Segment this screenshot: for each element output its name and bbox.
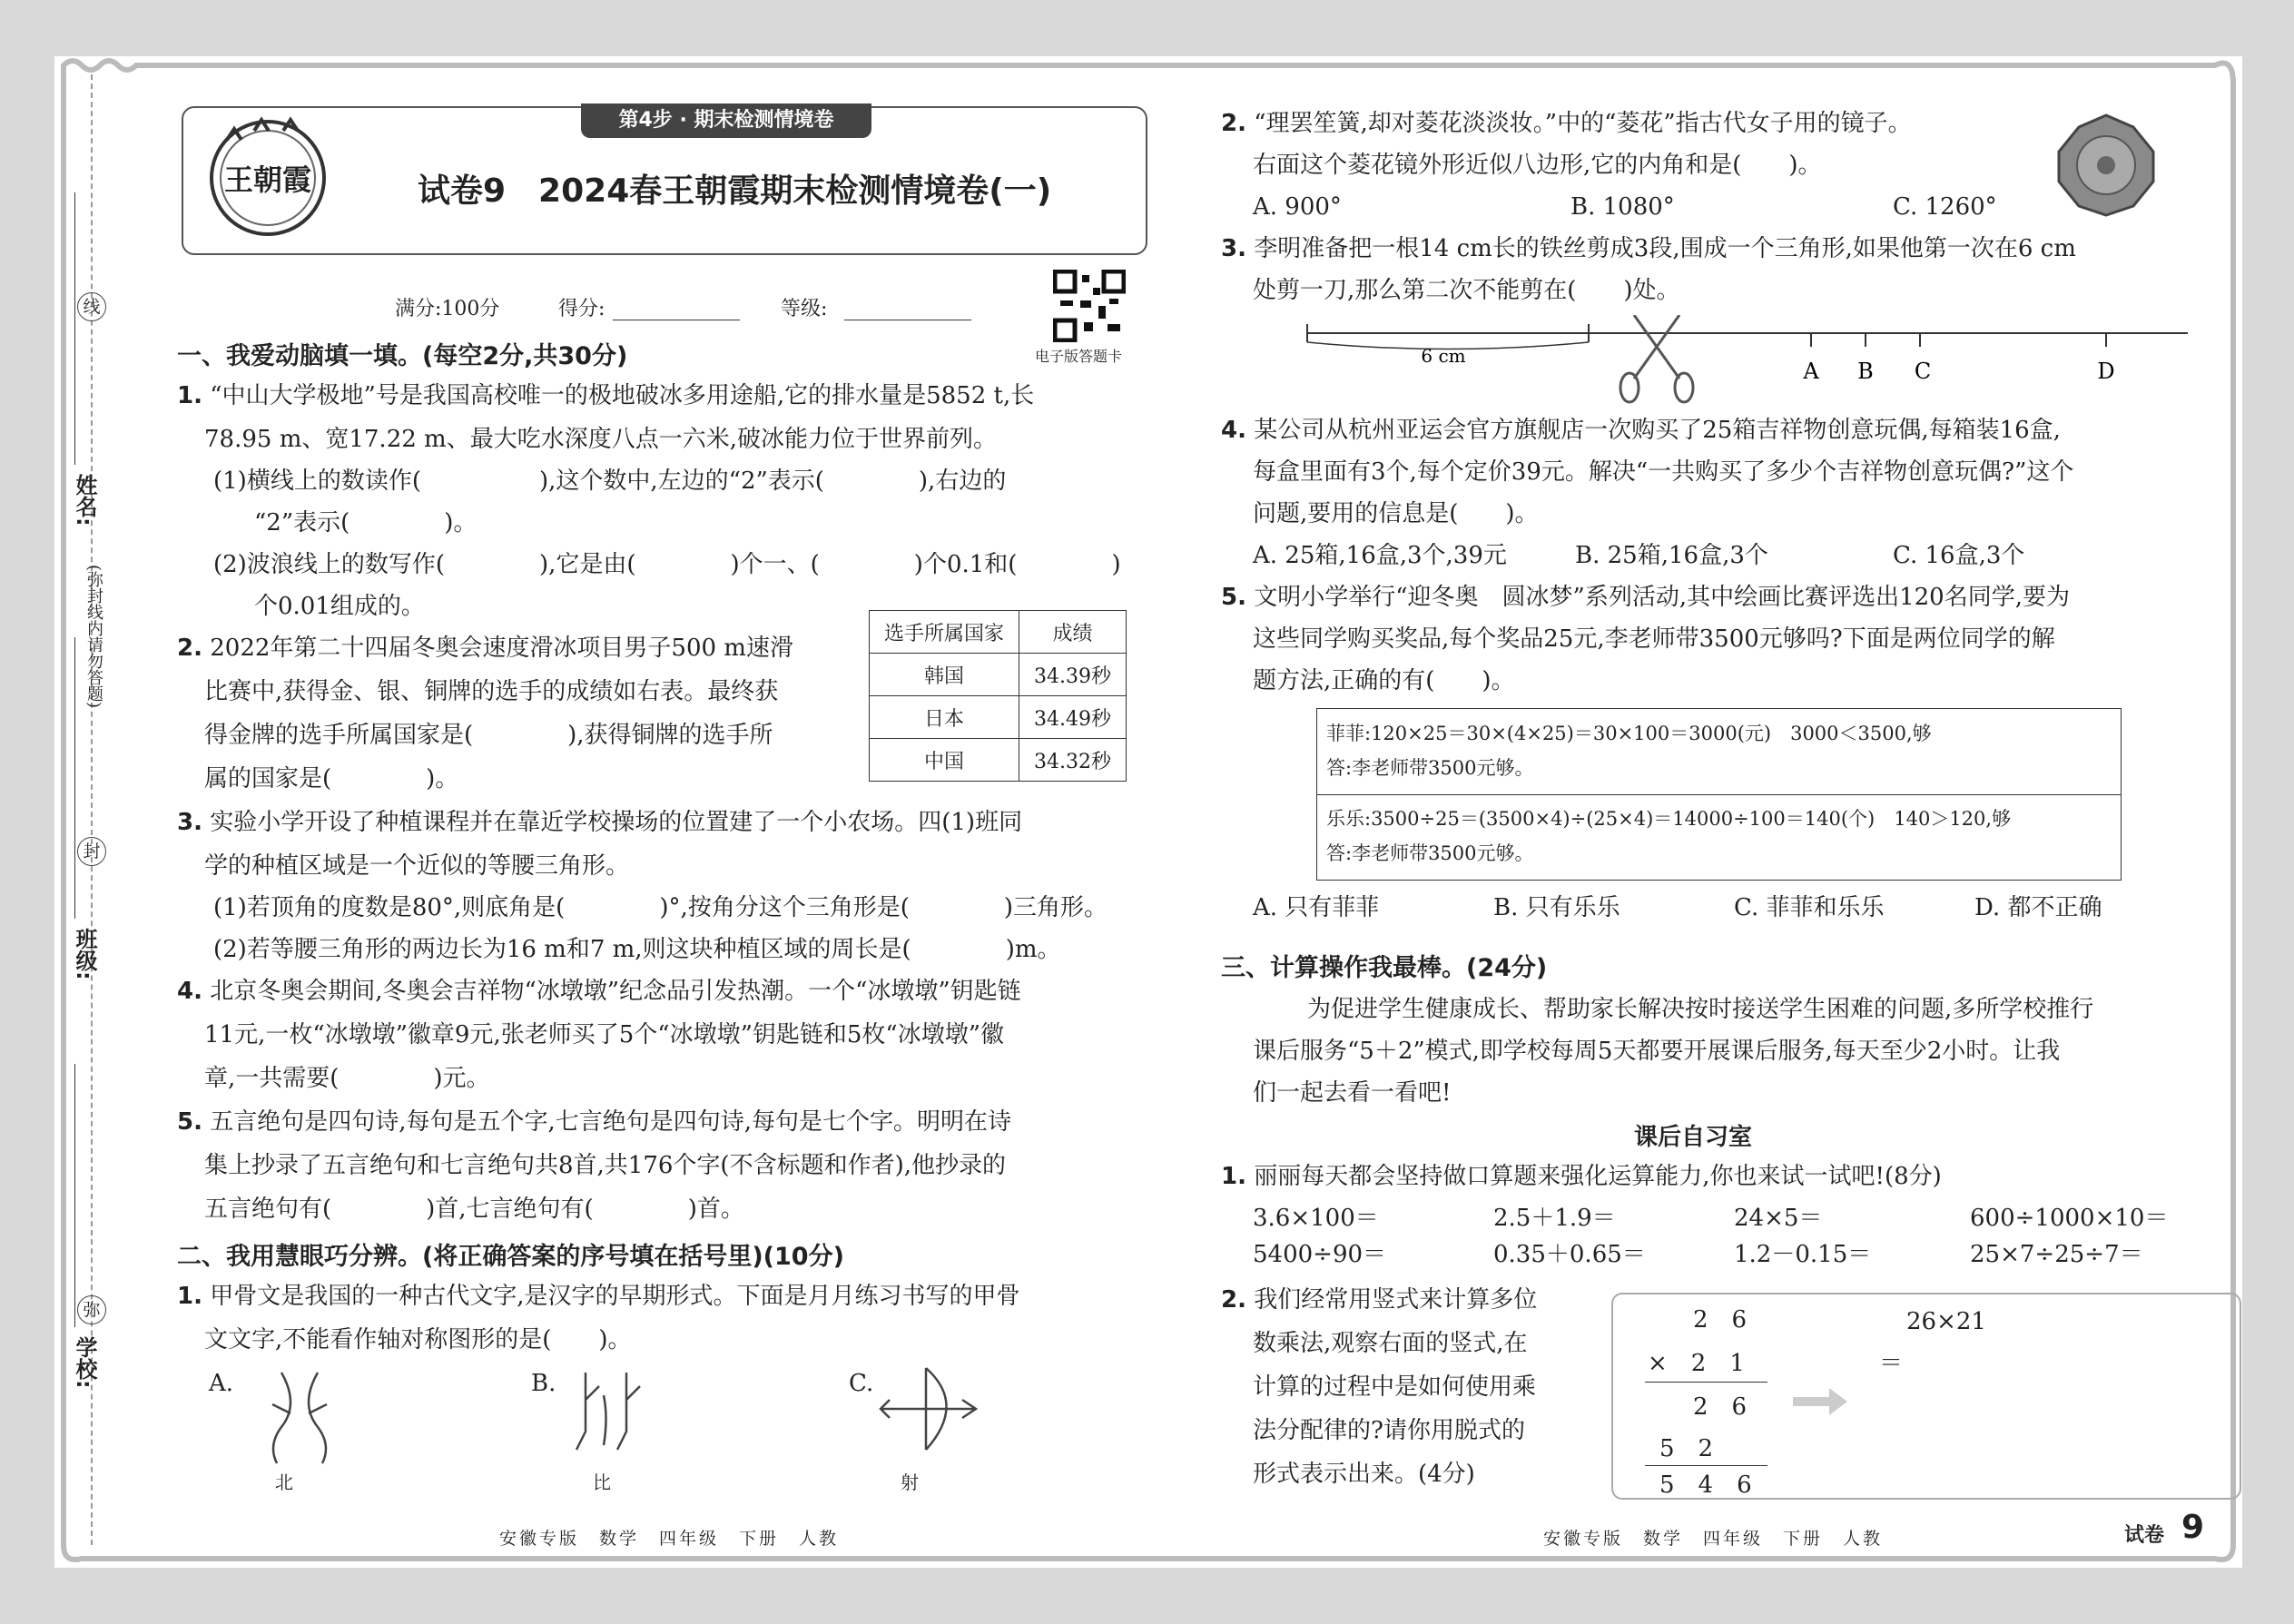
table-header: 选手所属国家 (870, 611, 1019, 654)
s2-q5-option-a: A. 只有菲菲 (1253, 894, 1380, 921)
s1-q2-line4: 属的国家是( )。 (204, 765, 459, 792)
table-row: 日本 34.49秒 (870, 696, 1127, 739)
s1-q3-line2: 学的种植区域是一个近似的等腰三角形。 (204, 852, 630, 880)
s1-q2-line2: 比赛中,获得金、银、铜牌的选手的成绩如右表。最终获 (204, 678, 779, 705)
calc-item: 25×7÷25÷7＝ (1970, 1241, 2143, 1268)
grade-label: 等级: (781, 298, 828, 320)
s1-q5-line3: 五言绝句有( )首,七言绝句有( )首。 (204, 1196, 744, 1223)
s2-q2: 2. “理罢笙簧,却对菱花淡淡妆。”中的“菱花”指古代女子用的镜子。 (1221, 110, 1912, 137)
lele-answer: 答:李老师带3500元够。 (1326, 842, 1534, 864)
calc-item: 600÷1000×10＝ (1970, 1205, 2169, 1232)
page-label: 试卷 (2124, 1524, 2165, 1547)
s2-q4-line3: 问题,要用的信息是( )。 (1253, 500, 1539, 527)
option-c-char: 射 (901, 1471, 919, 1493)
s1-q1-sub1: (1)横线上的数读作( ),这个数中,左边的“2”表示( ),右边的 (213, 468, 1007, 495)
s1-q4-line3: 章,一共需要( )元。 (204, 1065, 490, 1092)
s2-q4-option-c: C. 16盒,3个 (1893, 542, 2025, 569)
s1-q1-line2: 78.95 m、宽17.22 m、最大吃水深度八点一六米,破冰能力位于世界前列。 (204, 426, 997, 453)
feifei-answer: 答:李老师带3500元够。 (1326, 757, 1534, 779)
lele-solution: 乐乐:3500÷25＝(3500×4)÷(25×4)＝14000÷100＝140(个) 140＞120,够 (1326, 808, 2012, 830)
s1-q1-sub1b: “2”表示( )。 (254, 509, 478, 536)
s2-q5-line2: 这些同学购买奖品,每个奖品25元,李老师带3500元够吗?下面是两位同学的解 (1253, 625, 2055, 653)
vcalc-line3: 2 6 (1693, 1393, 1748, 1421)
table-header-row (870, 611, 1127, 654)
name-label: 姓名: (72, 474, 97, 527)
step-tab: 第4步 · 期末检测情境卷 (581, 103, 871, 138)
s2-q5-line3: 题方法,正确的有( )。 (1253, 667, 1515, 694)
option-c-letter: C. (849, 1370, 874, 1397)
s3-intro-3: 们一起去看一看吧! (1253, 1079, 1452, 1107)
s2-q2-line2: 右面这个菱花镜外形近似八边形,它的内角和是( )。 (1253, 152, 1822, 179)
s2-q4: 4. 某公司从杭州亚运会官方旗舰店一次购买了25箱吉祥物创意玩偶,每箱装16盒, (1221, 417, 2061, 444)
vcalc-line1: 2 6 (1693, 1306, 1748, 1334)
s2-q1-line2: 文文字,不能看作轴对称图形的是( )。 (204, 1326, 632, 1353)
calc-item: 3.6×100＝ (1253, 1205, 1379, 1232)
ruler-label: 6 cm (1421, 345, 1466, 367)
option-a-letter: A. (209, 1370, 234, 1397)
s2-q2-option-a: A. 900° (1253, 193, 1342, 221)
footer-right: 安徽专版 数学 四年级 下册 人教 (1543, 1529, 1884, 1549)
s1-q2-line3: 得金牌的选手所属国家是( ),获得铜牌的选手所 (204, 722, 773, 749)
s3-q2-line5: 形式表示出来。(4分) (1253, 1461, 1475, 1488)
s3-intro-2: 课后服务“5＋2”模式,即学校每周5天都要开展课后服务,每天至少2小时。让我 (1253, 1038, 2061, 1065)
vcalc-line2: × 2 1 (1648, 1350, 1745, 1377)
bronze-mirror-image (2052, 111, 2161, 220)
school-blank[interactable] (74, 1064, 75, 1327)
class-label: 班级: (72, 928, 97, 980)
s1-q3-sub1: (1)若顶角的度数是80°,则底角是( )°,按角分这个三角形是( )三角形。 (213, 894, 1108, 921)
section2-title: 二、我用慧眼巧分辨。(将正确答案的序号填在括号里)(10分) (177, 1243, 844, 1271)
seal-mi-mark: 弥 (77, 1295, 106, 1324)
s1-q5: 5. 五言绝句是四句诗,每句是五个字,七言绝句是四句诗,每句是七个字。明明在诗 (177, 1108, 1012, 1136)
scissors-icon (1620, 315, 1693, 402)
seal-line-mark: 线 (77, 292, 106, 321)
point-c: C (1914, 359, 1932, 384)
exam-sheet (54, 56, 2242, 1568)
s1-q4: 4. 北京冬奥会期间,冬奥会吉祥物“冰墩墩”纪念品引发热潮。一个“冰墩墩”钥匙链 (177, 978, 1021, 1005)
full-score: 满分:100分 (395, 298, 500, 320)
footer-left: 安徽专版 数学 四年级 下册 人教 (499, 1529, 840, 1549)
s3-q2-line2: 数乘法,观察右面的竖式,在 (1253, 1330, 1528, 1357)
wire-ruler-diagram (1298, 315, 2206, 415)
expr-26x21: 26×21 (1906, 1308, 1986, 1335)
s2-q2-option-b: B. 1080° (1570, 193, 1675, 221)
option-b-letter: B. (531, 1370, 556, 1397)
s2-q4-option-a: A. 25箱,16盒,3个,39元 (1253, 542, 1507, 569)
qr-caption: 电子版答题卡 (1035, 348, 1123, 365)
expr-equals: ＝ (1879, 1350, 1904, 1377)
calc-item: 5400÷90＝ (1253, 1241, 1387, 1268)
s1-q3-sub2: (2)若等腰三角形的两边长为16 m和7 m,则这块种植区域的周长是( )m。 (213, 936, 1061, 963)
s3-q2-line3: 计算的过程中是如何使用乘 (1253, 1373, 1537, 1401)
q-number: 1. (177, 382, 202, 409)
s2-q3: 3. 李明准备把一根14 cm长的铁丝剪成3段,围成一个三角形,如果他第一次在6 cm (1221, 235, 2076, 262)
s1-q1-sub2: (2)波浪线上的数写作( ),它是由( )个一、( )个0.1和( ) (213, 551, 1121, 578)
seal-feng-mark: 封 (77, 837, 106, 866)
vcalc-line4: 5 2 (1659, 1435, 1714, 1462)
point-d: D (2097, 359, 2115, 384)
s3-q1: 1. 丽丽每天都会坚持做口算题来强化运算能力,你也来试一试吧!(8分) (1221, 1163, 1942, 1190)
s3-q2-line4: 法分配律的?请你用脱式的 (1253, 1417, 1525, 1444)
s2-q5-option-b: B. 只有乐乐 (1493, 894, 1620, 921)
vcalc-rule (1645, 1382, 1767, 1383)
qr-code-icon[interactable] (1053, 270, 1126, 342)
point-a: A (1803, 359, 1819, 384)
calc-item: 0.35＋0.65＝ (1493, 1241, 1646, 1268)
brand-logo (200, 113, 336, 240)
class-blank[interactable] (74, 637, 75, 919)
s1-q3: 3. 实验小学开设了种植课程并在靠近学校操场的位置建了一个小农场。四(1)班同 (177, 809, 1023, 836)
page-number: 9 (2181, 1509, 2205, 1546)
s2-q2-option-c: C. 1260° (1893, 193, 1997, 221)
vcalc-line5: 5 4 6 (1659, 1471, 1752, 1499)
s2-q5-option-d: D. 都不正确 (1974, 894, 2102, 921)
s1-q1: 1. “中山大学极地”号是我国高校唯一的极地破冰多用途船,它的排水量是5852 t,长 (177, 382, 1035, 409)
s2-q5-option-c: C. 菲菲和乐乐 (1734, 894, 1885, 921)
s2-q5: 5. 文明小学举行“迎冬奥 圆冰梦”系列活动,其中绘画比赛评选出120名同学,要为 (1221, 584, 2070, 611)
section1-title: 一、我爱动脑填一填。(每空2分,共30分) (177, 342, 628, 370)
section3-title: 三、计算操作我最棒。(24分) (1221, 954, 1548, 982)
s3-subtitle: 课后自习室 (1634, 1124, 1753, 1151)
score-label: 得分: (558, 298, 605, 320)
s1-q1-sub2b: 个0.01组成的。 (254, 593, 425, 620)
s1-q4-line2: 11元,一枚“冰墩墩”徽章9元,张老师买了5个“冰墩墩”钥匙链和5枚“冰墩墩”徽 (204, 1021, 1004, 1048)
calc-item: 1.2－0.15＝ (1734, 1241, 1872, 1268)
logo-brand-text: 王朝霞 (223, 162, 312, 197)
s1-q5-line2: 集上抄录了五言绝句和七言绝句共8首,共176个字(不含标题和作者),他抄录的 (204, 1152, 1006, 1179)
s1-q2: 2. 2022年第二十四届冬奥会速度滑冰项目男子500 m速滑 (177, 635, 793, 662)
calc-item: 2.5＋1.9＝ (1493, 1205, 1616, 1232)
s2-q4-option-b: B. 25箱,16盒,3个 (1575, 542, 1768, 569)
s2-q1: 1. 甲骨文是我国的一种古代文字,是汉字的早期形式。下面是月月练习书写的甲骨 (177, 1283, 1020, 1310)
table-header: 成绩 (1019, 611, 1127, 654)
results-table (869, 610, 1127, 782)
exam-title: 试卷9 2024春王朝霞期末检测情境卷(一) (418, 172, 1052, 210)
s2-q3-line2: 处剪一刀,那么第二次不能剪在( )处。 (1253, 277, 1680, 304)
s3-q2: 2. 我们经常用竖式来计算多位 (1221, 1286, 1538, 1314)
oracle-she-glyph (876, 1363, 985, 1463)
feifei-solution: 菲菲:120×25＝30×(4×25)＝30×100＝3000(元) 3000＜3500,够 (1326, 723, 1932, 744)
oracle-bei-glyph (250, 1368, 350, 1468)
s2-q4-line2: 每盒里面有3个,每个定价39元。解决“一共购买了多少个吉祥物创意玩偶?”这个 (1253, 458, 2074, 486)
table-row: 韩国 34.39秒 (870, 654, 1127, 696)
oracle-bi-glyph (563, 1363, 663, 1463)
calc-item: 24×5＝ (1734, 1205, 1823, 1232)
s3-intro-1: 为促进学生健康成长、帮助家长解决按时接送学生困难的问题,多所学校推行 (1307, 996, 2094, 1023)
name-blank[interactable] (74, 192, 75, 465)
arrow-right-icon (1788, 1383, 1852, 1420)
margin-note: (弥封线内请勿答题) (84, 565, 103, 709)
school-label: 学校: (72, 1336, 97, 1389)
option-a-char: 北 (275, 1471, 293, 1493)
option-b-char: 比 (593, 1471, 611, 1493)
table-row: 中国 34.32秒 (870, 739, 1127, 782)
point-b: B (1857, 359, 1874, 384)
solutions-box (1316, 708, 2122, 881)
